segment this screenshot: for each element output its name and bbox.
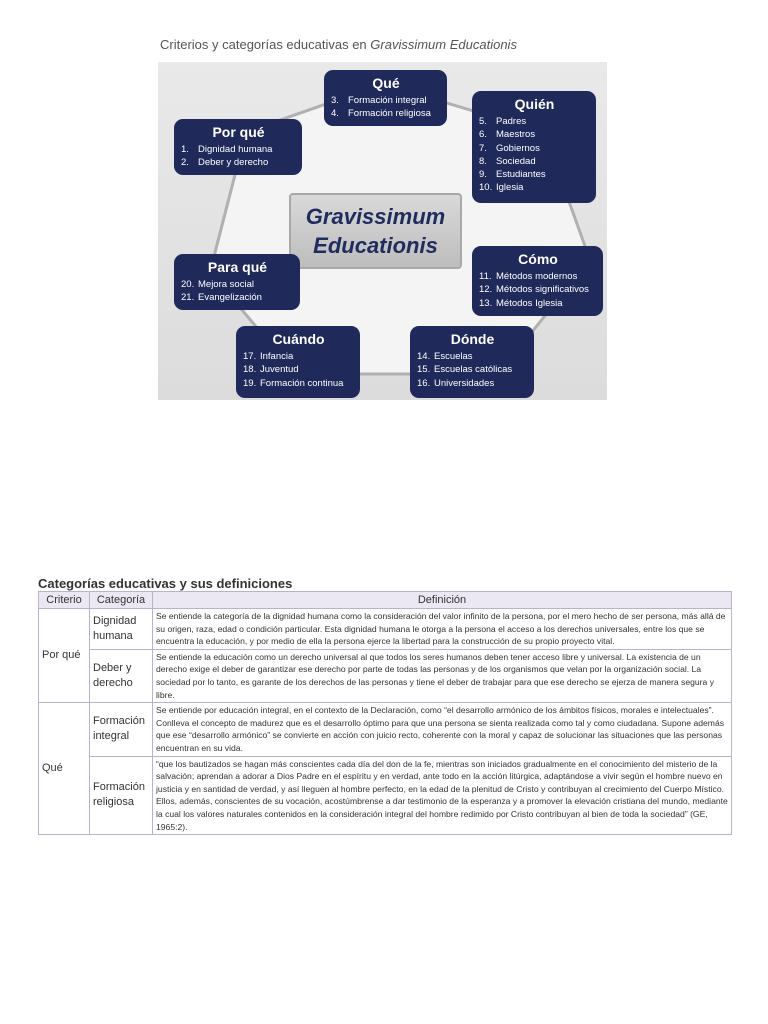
- item-number: 1.: [181, 144, 189, 155]
- item-number: 4.: [331, 108, 339, 120]
- categoria-cell: Formación religiosa: [90, 756, 153, 835]
- table-row: [39, 703, 732, 756]
- box-list-item: [479, 115, 590, 128]
- header-definicion: Definición: [153, 592, 732, 609]
- box-list-item: [479, 168, 590, 181]
- box-cuando-title: Cuándo: [272, 331, 325, 347]
- table-row: [39, 649, 732, 702]
- diagram-figure: [158, 62, 607, 400]
- definitions-table: [38, 591, 732, 835]
- figure-title: Criterios y categorías educativas en Gravissimum Educationis: [160, 37, 517, 52]
- box-porque: [174, 119, 302, 175]
- item-label: Escuelas católicas: [434, 364, 513, 376]
- item-label: Universidades: [434, 377, 495, 389]
- box-que: [324, 70, 447, 126]
- box-cuando: [236, 326, 360, 398]
- definicion-cell: Se entiende la educación como un derecho universal al que todos los seres humanos deben tener acceso libre y universal. La existencia de un derecho exige el deber de garantizar ese derecho por parte de todas las personas y de los organismos que velan por la organización social. La sociedad por lo tanto, es garante de los derechos de las personas y tiene el deber de trabajar para que ese derecho se ejerza de manera segura y libre.: [153, 649, 732, 702]
- box-list-item: [243, 377, 354, 390]
- item-label: Padres: [496, 116, 527, 127]
- box-list-item: [181, 291, 294, 304]
- item-number: 10.: [479, 182, 493, 194]
- categoria-cell: Dignidad humana: [90, 609, 153, 650]
- item-label: Formación integral: [348, 95, 427, 106]
- box-list-item: [479, 283, 597, 296]
- box-list-item: [243, 350, 354, 363]
- box-list-item: [331, 107, 441, 120]
- box-list-item: [181, 156, 296, 169]
- definicion-cell: Se entiende por educación integral, en el contexto de la Declaración, como “el desarrollo armónico de los ámbitos físicos, morales e intelectuales”. Conlleva el concepto de madurez que es el desarrollo óptimo para que una persona se sienta realizada como tal y como ciudadana. Supone además que ese “desarrollo armónico” se convierte en acción con juicio recto, coherente con la moral y capaz de solucionar las situaciones que las personas encuentran en su vida.: [153, 703, 732, 756]
- item-number: 14.: [417, 351, 431, 362]
- box-paraque: [174, 254, 300, 310]
- box-list-item: [479, 297, 597, 310]
- item-label: Sociedad: [496, 155, 536, 167]
- criterio-cell: Por qué: [39, 609, 90, 703]
- item-number: 8.: [479, 155, 487, 167]
- table-header-row: [39, 592, 732, 609]
- item-label: Formación religiosa: [348, 108, 431, 120]
- item-number: 21.: [181, 292, 195, 304]
- categoria-cell: Formación integral: [90, 703, 153, 756]
- item-label: Gobiernos: [496, 142, 540, 154]
- box-list-item: [479, 181, 590, 194]
- item-number: 13.: [479, 297, 493, 309]
- criterio-cell: Qué: [39, 703, 90, 835]
- item-label: Dignidad humana: [198, 144, 273, 155]
- categoria-cell: Deber y derecho: [90, 649, 153, 702]
- table-row: [39, 609, 732, 650]
- item-number: 3.: [331, 95, 339, 106]
- table-title: Categorías educativas y sus definiciones: [38, 576, 293, 591]
- item-number: 20.: [181, 279, 195, 290]
- item-number: 15.: [417, 364, 431, 376]
- box-donde-title: Dónde: [450, 331, 495, 347]
- item-label: Iglesia: [496, 182, 524, 194]
- item-label: Métodos modernos: [496, 271, 578, 282]
- box-list-item: [479, 128, 590, 141]
- item-label: Métodos significativos: [496, 284, 589, 296]
- item-number: 9.: [479, 169, 487, 181]
- item-number: 17.: [243, 351, 257, 362]
- item-label: Maestros: [496, 129, 536, 141]
- item-number: 19.: [243, 377, 257, 389]
- item-number: 5.: [479, 116, 487, 127]
- header-categoria: Categoría: [90, 592, 153, 609]
- box-list-item: [417, 350, 528, 363]
- item-label: Evangelización: [198, 292, 262, 304]
- box-como-title: Cómo: [518, 251, 558, 267]
- item-label: Formación continua: [260, 377, 344, 389]
- center-line-2: Educationis: [313, 233, 438, 258]
- box-list-item: [479, 155, 590, 168]
- header-criterio: Criterio: [39, 592, 90, 609]
- item-label: Escuelas: [434, 351, 473, 362]
- box-paraque-title: Para qué: [207, 259, 268, 275]
- item-number: 2.: [181, 157, 189, 169]
- box-donde: [410, 326, 534, 398]
- box-list-item: [417, 377, 528, 390]
- box-list-item: [243, 363, 354, 376]
- box-list-item: [181, 143, 296, 156]
- item-label: Juventud: [260, 364, 299, 376]
- item-label: Métodos Iglesia: [496, 297, 563, 309]
- item-number: 16.: [417, 377, 431, 389]
- table-row: [39, 756, 732, 835]
- item-label: Deber y derecho: [198, 157, 269, 169]
- item-number: 7.: [479, 142, 487, 154]
- box-como: [472, 246, 603, 316]
- box-porque-title: Por qué: [212, 124, 265, 140]
- box-list-item: [479, 270, 597, 283]
- box-quien-title: Quién: [514, 96, 555, 112]
- item-number: 12.: [479, 284, 493, 296]
- item-number: 18.: [243, 364, 257, 376]
- box-list-item: [331, 94, 441, 107]
- item-label: Mejora social: [198, 279, 254, 290]
- item-label: Estudiantes: [496, 169, 546, 181]
- box-quien: [472, 91, 596, 203]
- center-title: [289, 193, 462, 269]
- item-label: Infancia: [260, 351, 294, 362]
- box-list-item: [479, 142, 590, 155]
- item-number: 11.: [479, 271, 492, 282]
- item-number: 6.: [479, 129, 487, 141]
- center-line-1: Gravissimum: [305, 204, 446, 229]
- box-list-item: [417, 363, 528, 376]
- definicion-cell: “que los bautizados se hagan más conscientes cada día del don de la fe, mientras son iniciados gradualmente en el conocimiento del misterio de la salvación; aprendan a adorar a Dios Padre en el espíritu y en verdad, ante todo en la acción litúrgica, adaptándose a vivir según el hombre nuevo en justicia y en santidad de verdad, y así lleguen al hombre perfecto, en la edad de la plenitud de Cristo y contribuyan al crecimiento del Cuerpo Místico. Ellos, además, conscientes de su vocación, acostúmbrense a dar testimonio de la esperanza y a promover la elevación cristiana del mundo, mediante la cual los valores naturales contenidos en la consideración integral del hombre redimido por Cristo contribuyan al bien de toda la sociedad” (GE, 1965:2).: [153, 756, 732, 835]
- box-list-item: [181, 278, 294, 291]
- box-que-title: Qué: [372, 75, 400, 91]
- definicion-cell: Se entiende la categoría de la dignidad humana como la consideración del valor infinito de la persona, por el mero hecho de ser persona, más allá de su origen, raza, edad o condición particular. Esta dignidad humana le otorga a la persona el acceso a los derechos universales, entre los que se encuentra la educación, y por medio de ella la persona ejerce la libertad para la construcción de su propio proyecto vital.: [153, 609, 732, 650]
